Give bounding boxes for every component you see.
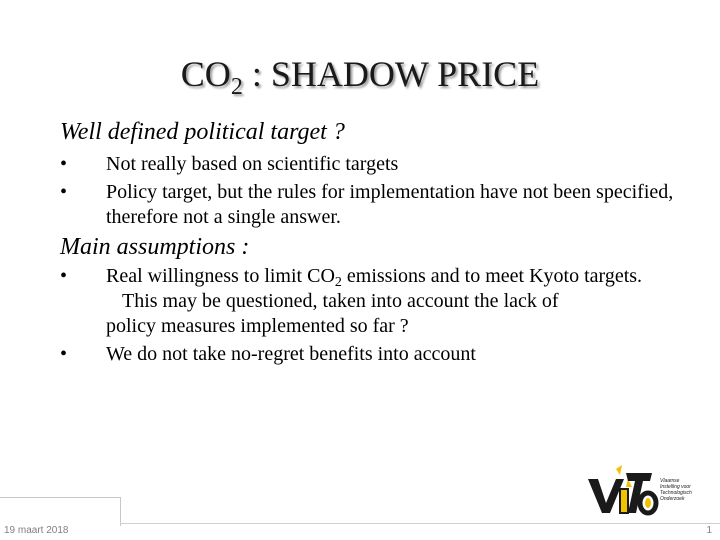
bullet-icon: • xyxy=(60,181,68,203)
bullet-item xyxy=(60,342,700,367)
heading-political-target: Well defined political target ? xyxy=(60,119,345,145)
note-line: This may be questioned, taken into account the lack of xyxy=(122,290,559,312)
bullet-item xyxy=(60,180,700,230)
logo-tagline xyxy=(660,478,712,502)
title-co: CO xyxy=(180,54,231,94)
bullet-text: Policy target, but the rules for implementation have not been specified, therefore not a single answer. xyxy=(106,181,674,228)
bullet-icon: • xyxy=(60,153,68,175)
bullet-icon: • xyxy=(60,265,68,287)
footer-divider xyxy=(120,523,720,524)
logo-v-icon xyxy=(588,479,624,513)
logo-tagline-line: Instelling voor xyxy=(660,484,691,490)
bullet-text-before: Real willingness to limit CO xyxy=(106,265,335,287)
bullet-item xyxy=(60,264,700,289)
logo-o-inner-icon xyxy=(645,498,651,508)
footer-date: 19 maart 2018 xyxy=(4,525,69,536)
note-line: policy measures implemented so far ? xyxy=(106,315,409,337)
heading-main-assumptions: Main assumptions : xyxy=(60,234,250,260)
logo-tagline-line: Technologisch xyxy=(660,490,692,496)
bullet-text: Not really based on scientific targets xyxy=(106,153,399,175)
bullet-subscript: 2 xyxy=(334,275,342,290)
title-subscript: 2 xyxy=(230,74,243,100)
logo-tagline-line: Vlaamse xyxy=(660,478,680,484)
page-number: 1 xyxy=(706,525,712,536)
bullet-item xyxy=(60,152,700,177)
slide-body xyxy=(60,118,700,370)
slide-title xyxy=(0,54,720,100)
logo-tagline-line: Onderzoek xyxy=(660,496,685,502)
bullet-text: We do not take no-regret benefits into account xyxy=(106,343,476,365)
logo-i-icon xyxy=(620,489,628,513)
logo-accent-icon xyxy=(616,465,622,475)
bullet-text-after: emissions and to meet Kyoto targets. xyxy=(341,265,643,287)
bullet-icon: • xyxy=(60,343,68,365)
title-rest: : SHADOW PRICE xyxy=(242,54,540,94)
footer-divider xyxy=(0,497,121,526)
